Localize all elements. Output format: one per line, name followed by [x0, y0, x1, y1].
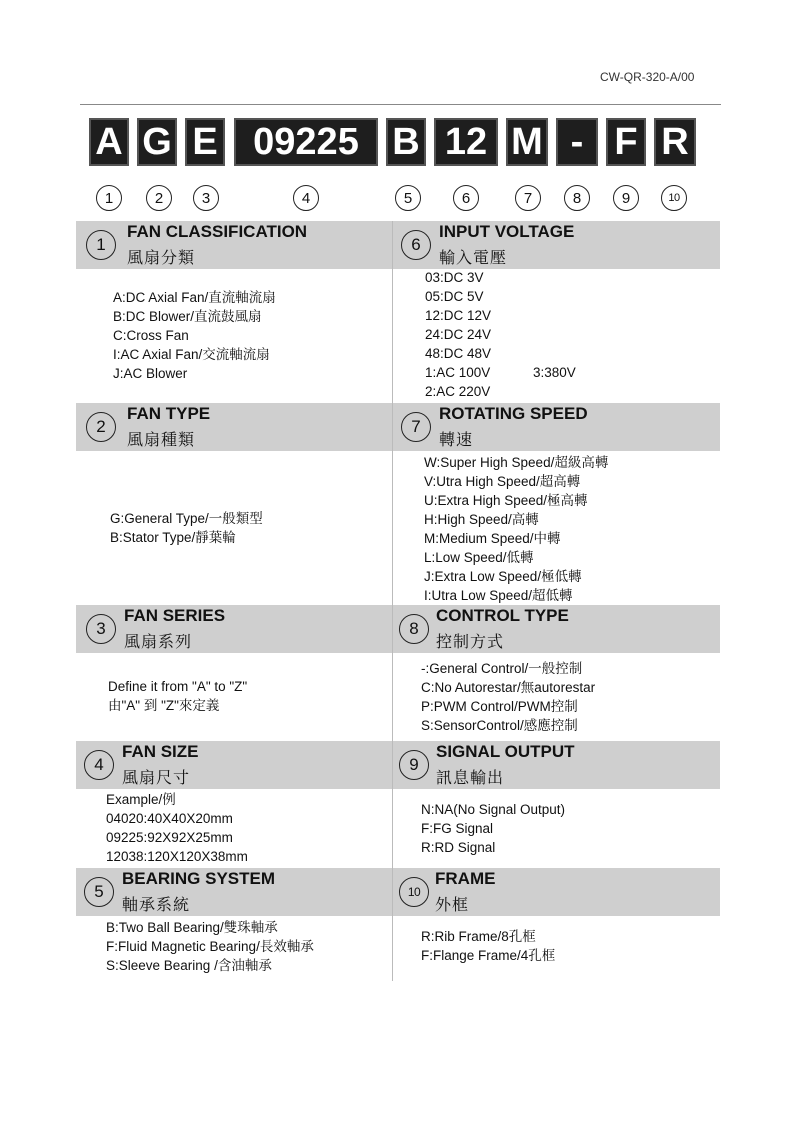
- position-number-7: 7: [515, 185, 541, 211]
- fan-size-list: [106, 790, 248, 866]
- section-header-bearing-system: [76, 868, 392, 916]
- input-voltage-list: [425, 268, 576, 401]
- list-item: C:No Autorestar/無autorestar: [421, 680, 596, 695]
- list-item: L:Low Speed/低轉: [424, 550, 534, 565]
- section-header-fan-type: [76, 403, 392, 451]
- position-number-9: 9: [613, 185, 639, 211]
- frame-list: [421, 927, 555, 965]
- section-number-6: 6: [401, 230, 431, 260]
- section-title: FAN SERIES: [124, 606, 226, 625]
- position-number-row: [0, 185, 793, 215]
- code-box-1: A: [89, 118, 129, 166]
- fan-series-list: [108, 677, 247, 715]
- bearing-system-list: [106, 918, 314, 975]
- position-number-8: 8: [564, 185, 590, 211]
- position-number-10: 10: [661, 185, 687, 211]
- list-item: 2:AC 220V: [425, 384, 491, 399]
- section-title: ROTATING SPEED: [439, 404, 588, 423]
- code-box-8: -: [556, 118, 598, 166]
- section-title: INPUT VOLTAGE: [439, 222, 575, 241]
- code-box-3: E: [185, 118, 225, 166]
- list-item: B:DC Blower/直流鼓風扇: [113, 309, 262, 324]
- list-item: U:Extra High Speed/極高轉: [424, 493, 588, 508]
- position-number-1: 1: [96, 185, 122, 211]
- model-code-row: [0, 118, 793, 168]
- section-number-9: 9: [399, 750, 429, 780]
- list-item: 48:DC 48V: [425, 346, 492, 361]
- list-item: G:General Type/一般類型: [110, 511, 263, 526]
- position-number-5: 5: [395, 185, 421, 211]
- position-number-3: 3: [193, 185, 219, 211]
- section-title: BEARING SYSTEM: [122, 869, 276, 888]
- code-box-6: 12: [434, 118, 498, 166]
- list-item: Define it from "A" to "Z": [108, 679, 248, 694]
- top-divider: [80, 104, 721, 105]
- list-item: J:AC Blower: [113, 366, 188, 381]
- section-number-7: 7: [401, 412, 431, 442]
- section-title: FAN TYPE: [127, 404, 211, 423]
- list-item: R:Rib Frame/8孔框: [421, 929, 536, 944]
- list-item: R:RD Signal: [421, 840, 496, 855]
- section-title: FAN SIZE: [122, 742, 199, 761]
- list-item: W:Super High Speed/超級高轉: [424, 455, 609, 470]
- list-item: 05:DC 5V: [425, 289, 484, 304]
- section-header-control-type: [393, 605, 720, 653]
- list-item: 03:DC 3V: [425, 270, 484, 285]
- section-number-1: 1: [86, 230, 116, 260]
- code-box-10: R: [654, 118, 696, 166]
- list-item: P:PWM Control/PWM控制: [421, 699, 578, 714]
- section-number-8: 8: [399, 614, 429, 644]
- section-header-signal-output: [393, 741, 720, 789]
- list-item: Example/例: [106, 792, 176, 807]
- section-title: FAN CLASSIFICATION: [127, 222, 308, 241]
- section-header-rotating-speed: [393, 403, 720, 451]
- list-item: C:Cross Fan: [113, 328, 189, 343]
- list-item: I:AC Axial Fan/交流軸流扇: [113, 347, 270, 362]
- control-type-list: [421, 659, 595, 735]
- code-box-5: B: [386, 118, 426, 166]
- position-number-2: 2: [146, 185, 172, 211]
- list-item: 09225:92X92X25mm: [106, 830, 233, 845]
- section-title: CONTROL TYPE: [436, 606, 569, 625]
- section-number-10: 10: [399, 877, 429, 907]
- list-item: V:Utra High Speed/超高轉: [424, 474, 581, 489]
- rotating-speed-list: [424, 453, 608, 605]
- list-item: 由"A" 到 "Z"來定義: [108, 698, 220, 713]
- code-box-7: M: [506, 118, 548, 166]
- code-box-2: G: [137, 118, 177, 166]
- column-divider: [392, 221, 393, 981]
- list-item-value: 3:380V: [533, 365, 576, 380]
- section-subtitle: 風扇系列: [124, 632, 193, 651]
- section-subtitle: 風扇尺寸: [122, 768, 191, 787]
- signal-output-list: [421, 800, 565, 857]
- list-item: 12038:120X120X38mm: [106, 849, 248, 864]
- list-item: H:High Speed/高轉: [424, 512, 539, 527]
- list-item: I:Utra Low Speed/超低轉: [424, 588, 573, 603]
- list-item: S:Sleeve Bearing /含油軸承: [106, 958, 272, 973]
- section-number-2: 2: [86, 412, 116, 442]
- section-header-frame: [393, 868, 720, 916]
- list-item: M:Medium Speed/中轉: [424, 531, 561, 546]
- section-subtitle: 軸承系統: [122, 895, 191, 914]
- code-box-9: F: [606, 118, 646, 166]
- section-subtitle: 風扇種類: [127, 430, 196, 449]
- list-item: 12:DC 12V: [425, 308, 492, 323]
- list-item: F:FG Signal: [421, 821, 494, 836]
- list-item: 04020:40X40X20mm: [106, 811, 233, 826]
- list-item: B:Stator Type/靜葉輪: [110, 530, 236, 545]
- code-box-4: 09225: [234, 118, 378, 166]
- section-number-4: 4: [84, 750, 114, 780]
- list-item: N:NA(No Signal Output): [421, 802, 566, 817]
- section-header-fan-classification: [76, 221, 392, 269]
- list-item: -:General Control/一般控制: [421, 661, 583, 676]
- section-subtitle: 外框: [435, 895, 470, 914]
- section-subtitle: 風扇分類: [127, 248, 196, 267]
- section-number-5: 5: [84, 877, 114, 907]
- section-subtitle: 訊息輸出: [436, 768, 505, 787]
- list-item: S:SensorControl/感應控制: [421, 718, 578, 733]
- section-title: FRAME: [435, 869, 496, 888]
- section-header-input-voltage: [393, 221, 720, 269]
- list-item-value: 1:AC 100V: [425, 365, 491, 380]
- section-subtitle: 控制方式: [436, 632, 505, 651]
- list-item: F:Flange Frame/4孔框: [421, 948, 556, 963]
- section-title: SIGNAL OUTPUT: [436, 742, 575, 761]
- list-item: 24:DC 24V: [425, 327, 492, 342]
- position-number-4: 4: [293, 185, 319, 211]
- section-header-fan-series: [76, 605, 392, 653]
- section-subtitle: 輸入電壓: [439, 248, 508, 267]
- section-subtitle: 轉速: [439, 430, 474, 449]
- list-item: B:Two Ball Bearing/雙珠軸承: [106, 920, 278, 935]
- document-code: CW-QR-320-A/00: [600, 70, 695, 84]
- list-item: [425, 363, 576, 382]
- position-number-6: 6: [453, 185, 479, 211]
- list-item: J:Extra Low Speed/極低轉: [424, 569, 582, 584]
- fan-type-list: [110, 509, 263, 547]
- list-item: F:Fluid Magnetic Bearing/長效軸承: [106, 939, 314, 954]
- list-item: A:DC Axial Fan/直流軸流扇: [113, 290, 276, 305]
- section-header-fan-size: [76, 741, 392, 789]
- fan-classification-list: [113, 288, 276, 383]
- section-number-3: 3: [86, 614, 116, 644]
